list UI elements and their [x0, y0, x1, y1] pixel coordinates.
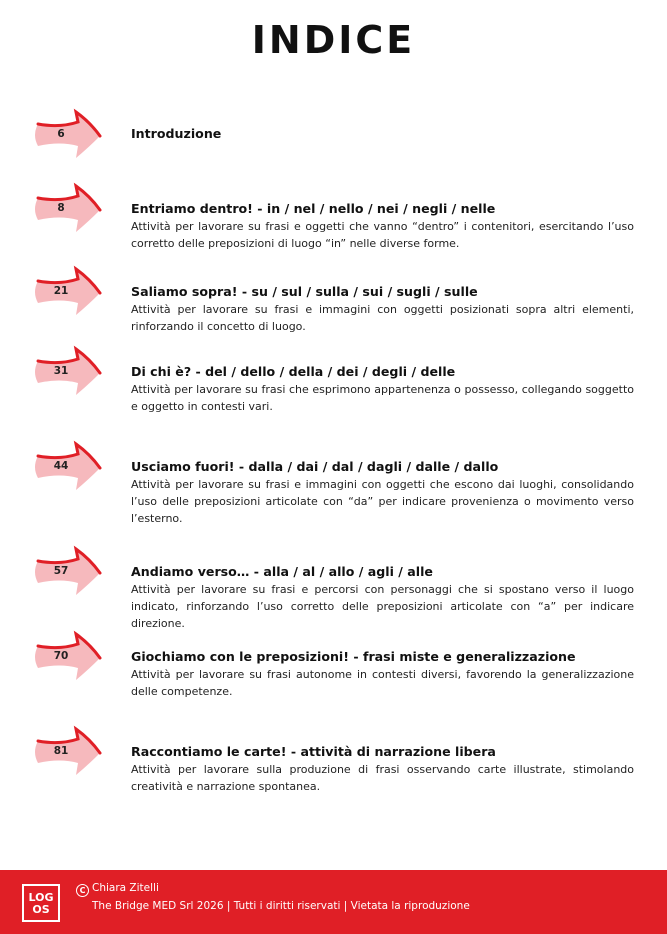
- page-number: 6: [57, 128, 65, 140]
- logos-logo: [22, 884, 60, 922]
- entry-description: Attività per lavorare su frasi e oggetti che vanno “dentro” i contenitori, esercitando l’uso corretto delle preposizioni di luogo “in” nelle diverse forme.: [131, 220, 634, 250]
- page-number: 44: [53, 460, 69, 472]
- entry-title: Usciamo fuori! - dalla / dai / dal / dagli / dalle / dallo: [131, 459, 499, 474]
- author-name: Chiara Zitelli: [92, 882, 159, 894]
- copyright-line: [76, 882, 159, 897]
- entry-text: [131, 743, 634, 795]
- entry-text: [131, 125, 634, 142]
- entry-description: Attività per lavorare su frasi e immagini con oggetti posizionati sopra altri elementi, rinforzando il concetto di luogo.: [131, 303, 634, 333]
- rights-notice: The Bridge MED Srl 2026 | Tutti i diritti riservati | Vietata la riproduzione: [92, 900, 470, 912]
- entry-description: Attività per lavorare sulla produzione di frasi osservando carte illustrate, stimolando creatività e narrazione spontanea.: [131, 763, 634, 793]
- page-number: 70: [53, 650, 69, 662]
- entry-text: [131, 363, 634, 415]
- entry-title: Giochiamo con le preposizioni! - frasi miste e generalizzazione: [131, 649, 576, 664]
- entry-text: [131, 200, 634, 252]
- page-title: INDICE: [251, 18, 416, 62]
- page-number: 81: [53, 745, 69, 757]
- entry-title: Raccontiamo le carte! - attività di narrazione libera: [131, 744, 496, 759]
- entry-title: Di chi è? - del / dello / della / dei / degli / delle: [131, 364, 456, 379]
- copyright-icon: C: [76, 884, 89, 897]
- page-number: 57: [53, 565, 69, 577]
- entry-description: Attività per lavorare su frasi e immagini con oggetti che escono dai luoghi, consolidando l’uso delle preposizioni articolate con “da” per indicare provenienza o movimento verso l’esterno.: [131, 478, 634, 525]
- entry-description: Attività per lavorare su frasi e percorsi con personaggi che si spostano verso il luogo indicato, rinforzando l’uso corretto delle preposizioni articolate con “a” per indicare direzione.: [131, 583, 634, 630]
- page-number: 21: [53, 285, 69, 297]
- page-number: 8: [57, 202, 65, 214]
- entry-title: Saliamo sopra! - su / sul / sulla / sui / sugli / sulle: [131, 284, 478, 299]
- entry-text: [131, 458, 634, 527]
- footer: [0, 870, 667, 934]
- entry-description: Attività per lavorare su frasi autonome in contesti diversi, favorendo la generalizzazione delle competenze.: [131, 668, 634, 698]
- entry-text: [131, 283, 634, 335]
- page-number: 31: [53, 365, 69, 377]
- entry-text: [131, 563, 634, 632]
- logo-text-bottom: OS: [32, 903, 50, 916]
- entry-title: Introduzione: [131, 126, 222, 141]
- logo-text-top: LOG: [28, 891, 54, 904]
- entry-description: Attività per lavorare su frasi che esprimono appartenenza o possesso, collegando soggetto e oggetto in contesti vari.: [131, 383, 634, 413]
- entry-title: Andiamo verso… - alla / al / allo / agli / alle: [131, 564, 433, 579]
- entry-text: [131, 648, 634, 700]
- entry-title: Entriamo dentro! - in / nel / nello / nei / negli / nelle: [131, 201, 496, 216]
